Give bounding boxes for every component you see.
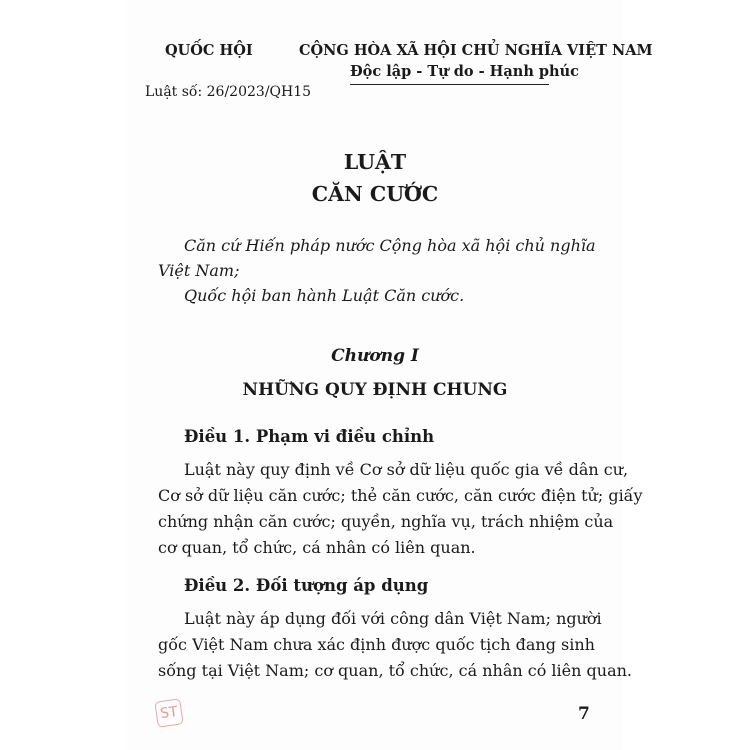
preamble-line: Căn cứ Hiến pháp nước Cộng hòa xã hội chủ nghĩa bbox=[184, 236, 596, 255]
article-line: Cơ sở dữ liệu căn cước; thẻ căn cước, căn cước điện tử; giấy bbox=[158, 486, 643, 505]
law-number: Luật số: 26/2023/QH15 bbox=[145, 84, 312, 100]
issuer-title: QUỐC HỘI bbox=[165, 42, 253, 59]
article-heading: Điều 2. Đối tượng áp dụng bbox=[184, 576, 429, 595]
page-number: 7 bbox=[578, 704, 590, 724]
preamble-line: Việt Nam; bbox=[158, 261, 240, 280]
preamble-line: Quốc hội ban hành Luật Căn cước. bbox=[184, 286, 465, 305]
article-line: sống tại Việt Nam; cơ quan, tổ chức, cá nhân có liên quan. bbox=[158, 661, 632, 680]
publisher-logo-watermark: ST bbox=[154, 698, 183, 727]
country-title: CỘNG HÒA XÃ HỘI CHỦ NGHĨA VIỆT NAM bbox=[299, 42, 653, 59]
document-type-title: LUẬT bbox=[343, 150, 407, 174]
motto: Độc lập - Tự do - Hạnh phúc bbox=[350, 63, 579, 80]
motto-underline bbox=[350, 84, 549, 85]
article-line: chứng nhận căn cước; quyền, nghĩa vụ, trách nhiệm của bbox=[158, 512, 614, 531]
chapter-number: Chương I bbox=[331, 346, 419, 366]
article-line: Luật này áp dụng đối với công dân Việt Nam; người bbox=[184, 609, 602, 628]
article-line: Luật này quy định về Cơ sở dữ liệu quốc gia về dân cư, bbox=[184, 460, 629, 479]
article-line: gốc Việt Nam chưa xác định được quốc tịch đang sinh bbox=[158, 635, 595, 654]
law-name-title: CĂN CƯỚC bbox=[311, 182, 439, 206]
article-line: cơ quan, tổ chức, cá nhân có liên quan. bbox=[158, 538, 476, 557]
chapter-title: NHỮNG QUY ĐỊNH CHUNG bbox=[242, 380, 508, 400]
article-heading: Điều 1. Phạm vi điều chỉnh bbox=[184, 427, 435, 446]
